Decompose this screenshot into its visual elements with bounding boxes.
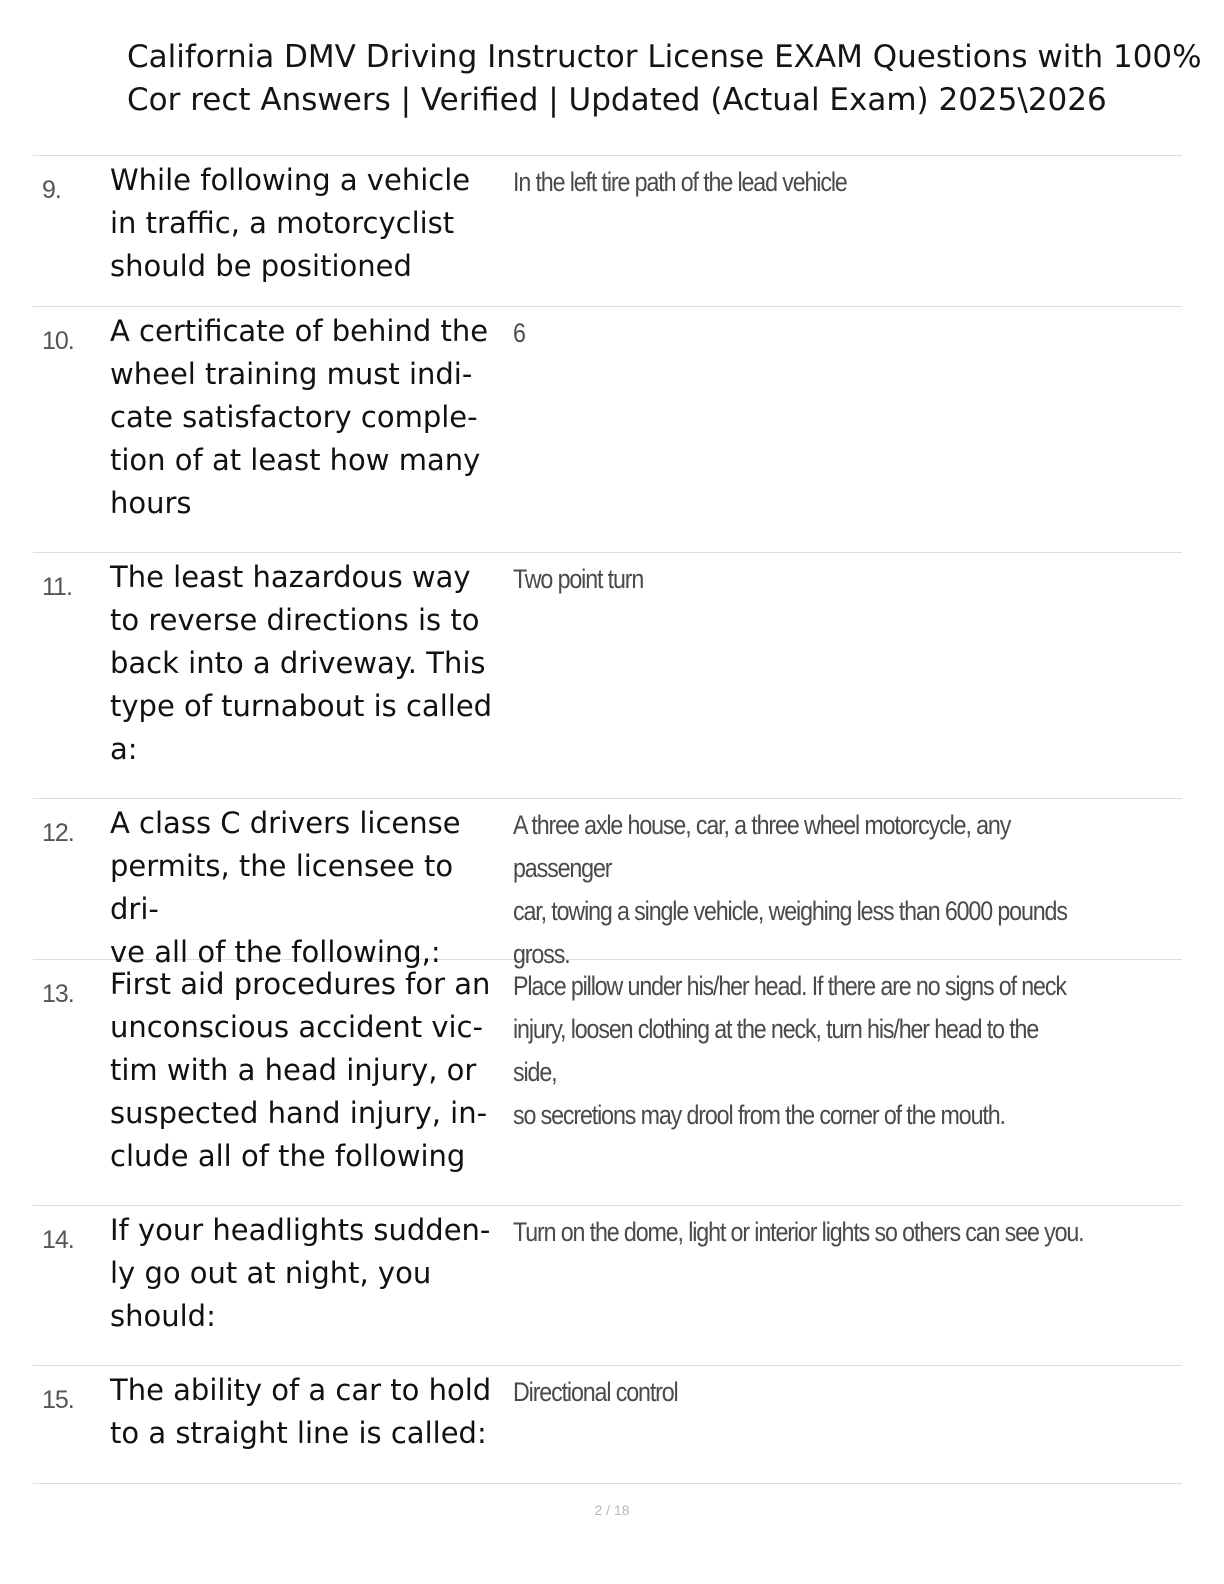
question-number: 9. (42, 176, 61, 204)
answer-text: 6 (513, 318, 525, 348)
question-row (33, 960, 1182, 1206)
question-text: The ability of a car to hold to a straight line is called: (110, 1373, 492, 1450)
page-number: 2 / 18 (594, 1502, 630, 1518)
question-text: A class C drivers license permits, the licensee to dri- ve all of the following,: (110, 806, 461, 969)
question-number: 10. (42, 327, 74, 355)
question-row (33, 799, 1182, 969)
answer-text: In the left tire path of the lead vehicle (513, 167, 847, 197)
question-text: The least hazardous way to reverse directions is to back into a driveway. This type of turnabout is called a: (110, 560, 493, 766)
question-row (33, 553, 1182, 799)
question-text: While following a vehicle in traffic, a motorcyclist should be positioned (110, 163, 471, 283)
answer-text: A three axle house, car, a three wheel motorcycle, any passenger car, towing a single vehicle, weighing less than 6000 pounds gross. (513, 810, 1067, 969)
answer-text: Place pillow under his/her head. If there are no signs of neck injury, loosen clothing at the neck, turn his/her head to the side, so secretions may drool from the corner of the mouth. (513, 971, 1066, 1130)
question-text: If your headlights sudden- ly go out at night, you should: (110, 1213, 491, 1333)
question-text: A certificate of behind the wheel training must indi- cate satisfactory comple- tion of at least how many hours (110, 314, 489, 520)
document-title: California DMV Driving Instructor License EXAM Questions with 100% Cor rect Answers | Verified | Updated (Actual Exam) 2025\2026 (127, 39, 1202, 118)
question-row (33, 1366, 1182, 1484)
question-row (33, 1206, 1182, 1366)
question-text: First aid procedures for an unconscious accident vic- tim with a head injury, or suspected hand injury, in- clude all of the following (110, 967, 491, 1173)
question-number: 15. (42, 1386, 74, 1414)
question-list (33, 155, 1182, 1484)
answer-text: Turn on the dome, light or interior lights so others can see you. (513, 1217, 1084, 1247)
answer-text: Directional control (513, 1377, 678, 1407)
answer-text: Two point turn (513, 564, 644, 594)
question-number: 11. (42, 573, 72, 601)
question-row (33, 156, 1182, 307)
question-number: 12. (42, 819, 74, 847)
question-number: 13. (42, 980, 74, 1008)
question-number: 14. (42, 1226, 74, 1254)
question-row (33, 307, 1182, 553)
